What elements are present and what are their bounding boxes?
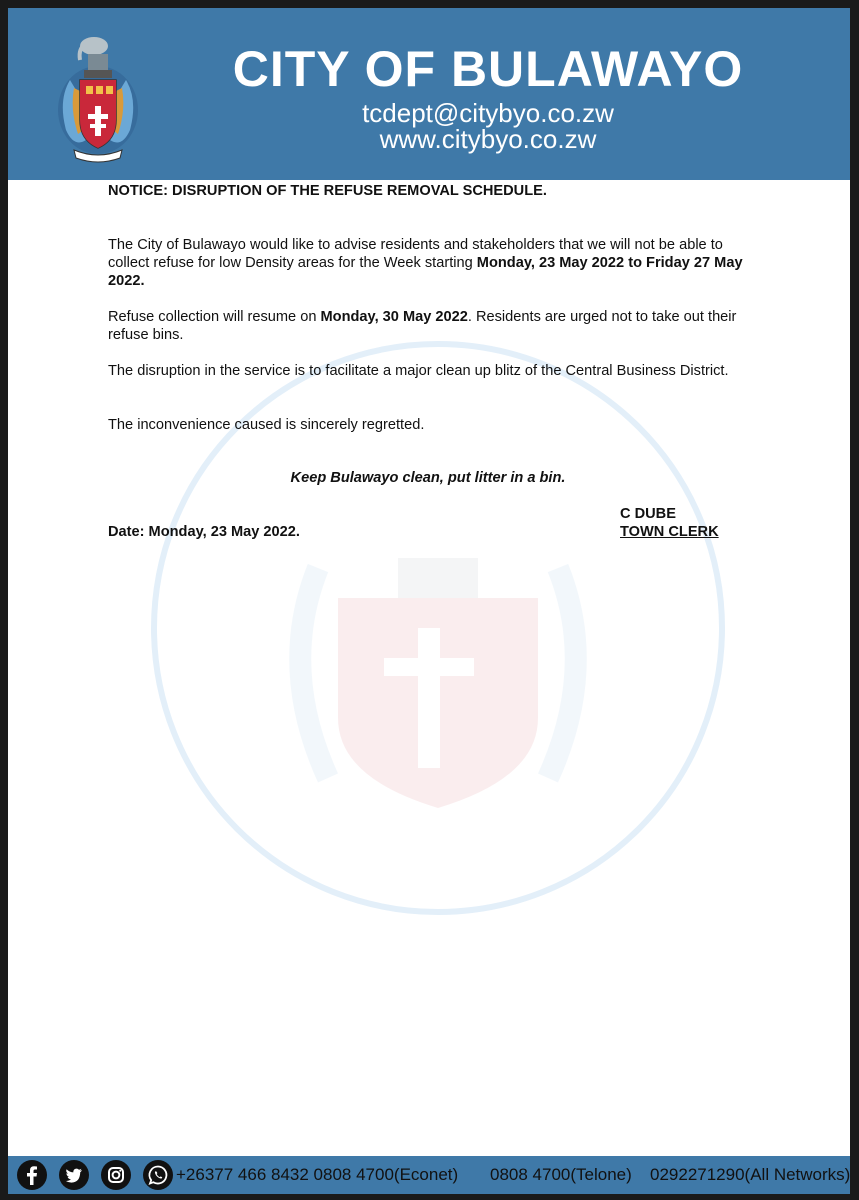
whatsapp-icon[interactable] [142,1159,174,1191]
notice-page [8,8,850,1194]
slogan: Keep Bulawayo clean, put litter in a bin. [290,470,566,486]
twitter-icon[interactable] [58,1159,90,1191]
paragraph-schedule-text: The City of Bulawayo would like to advise residents and stakeholders that we will not be able to collect refuse for low Density areas for the Week starting [108,237,723,271]
paragraph-schedule [108,236,768,290]
phone-econet[interactable]: +26377 466 8432 0808 4700(Econet) [176,1165,459,1184]
signatory-title: TOWN CLERK [620,524,719,540]
paragraph-reason: The disruption in the service is to facilitate a major clean up blitz of the Central Business District. [108,363,729,379]
phone-all-networks[interactable]: 0292271290(All Networks) [650,1165,851,1184]
paragraph-resume [108,308,768,344]
paragraph-apology: The inconvenience caused is sincerely regretted. [108,417,425,433]
email-address[interactable]: tcdept@citybyo.co.zw [362,98,614,128]
paragraph-resume-text-a: Refuse collection will resume on [108,309,321,325]
facebook-icon[interactable] [16,1159,48,1191]
notice-heading: NOTICE: DISRUPTION OF THE REFUSE REMOVAL SCHEDULE. [108,183,547,199]
paragraph-schedule-dates: Monday, 23 May 2022 to Friday 27 May 2022. [108,255,743,289]
header-banner [8,8,850,180]
paragraph-resume-text-b: . Residents are urged not to take out their refuse bins. [108,309,737,343]
phone-telone[interactable]: 0808 4700(Telone) [490,1165,632,1184]
notice-date: Date: Monday, 23 May 2022. [108,524,300,540]
city-title: CITY OF BULAWAYO [232,41,744,97]
footer-contact-bar [8,1156,850,1194]
coat-of-arms-logo [52,30,144,166]
website-url[interactable]: www.citybyo.co.zw [379,124,597,154]
signatory-name: C DUBE [620,506,676,522]
paragraph-resume-date: Monday, 30 May 2022 [320,309,468,325]
instagram-icon[interactable] [100,1159,132,1191]
